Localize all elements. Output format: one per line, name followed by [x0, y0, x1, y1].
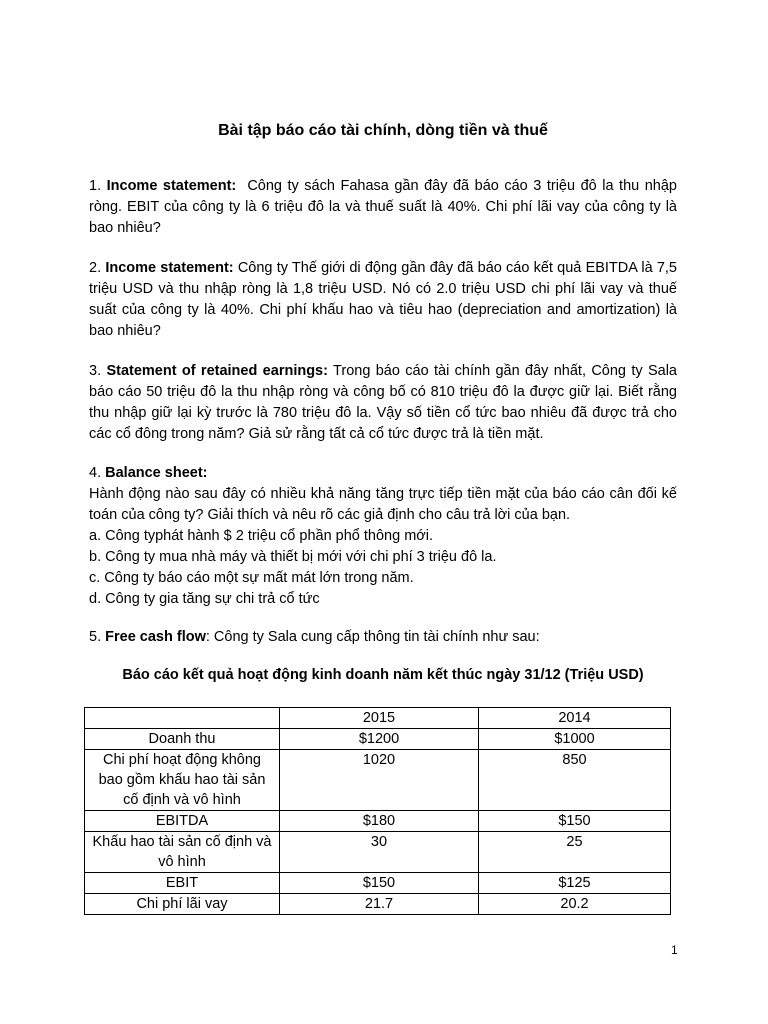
question-1-number: 1. [89, 178, 102, 194]
table-row [85, 750, 671, 811]
table-row [85, 811, 671, 832]
table-row-label: EBIT [85, 873, 280, 894]
question-4-option-d: d. Công ty gia tăng sự chi trả cổ tức [89, 591, 320, 607]
question-1-heading: Income statement: [106, 178, 237, 194]
question-3 [89, 361, 677, 445]
question-1-text: Công ty sách Fahasa gần đây đã báo cáo 3 triệu đô la thu nhập ròng. EBIT của công ty là 6 triệu đô la và thuế suất là 40%. Chi phí lãi vay của công ty là bao nhiêu? [89, 178, 677, 236]
question-1 [89, 176, 677, 239]
question-4-heading: Balance sheet: [105, 465, 208, 481]
question-3-number: 3. [89, 363, 102, 379]
table-row [85, 894, 671, 915]
table-header-cell [85, 708, 280, 729]
table-row [85, 873, 671, 894]
question-2-heading: Income statement: [105, 260, 234, 276]
table-title: Báo cáo kết quả hoạt động kinh doanh năm kết thúc ngày 31/12 (Triệu USD) [122, 667, 644, 683]
table-cell: $1200 [280, 729, 479, 750]
table-row-label: Doanh thu [85, 729, 280, 750]
table-row [85, 729, 671, 750]
table-cell: $150 [479, 811, 671, 832]
question-5-text: : Công ty Sala cung cấp thông tin tài chính như sau: [205, 629, 540, 645]
table-row [85, 832, 671, 873]
question-3-heading: Statement of retained earnings: [106, 363, 328, 379]
table-header-cell: 2015 [280, 708, 479, 729]
question-5-heading: Free cash flow [105, 629, 206, 645]
table-row-label: Chi phí hoạt động không bao gồm khấu hao tài sản cố định và vô hình [85, 750, 280, 811]
table-header-cell: 2014 [479, 708, 671, 729]
table-cell: 1020 [280, 750, 479, 811]
question-2-number: 2. [89, 260, 102, 276]
table-header-row [85, 708, 671, 729]
question-2-text: Công ty Thế giới di động gần đây đã báo cáo kết quả EBITDA là 7,5 triệu USD và thu nhập ròng là 1,8 triệu USD. Nó có 2.0 triệu USD chi phí lãi vay và thuế suất của công ty là 40%. Chi phí khấu hao và tiêu hao (depreciation and amortization) là bao nhiêu? [89, 260, 677, 339]
document-title: Bài tập báo cáo tài chính, dòng tiền và thuế [218, 122, 548, 139]
financial-table [84, 707, 671, 915]
question-4 [89, 463, 677, 610]
table-cell: $180 [280, 811, 479, 832]
question-4-option-c: c. Công ty báo cáo một sự mất mát lớn trong năm. [89, 570, 414, 586]
table-cell: 850 [479, 750, 671, 811]
table-cell: 21.7 [280, 894, 479, 915]
question-5 [89, 627, 677, 648]
table-row-label: EBITDA [85, 811, 280, 832]
table-cell: $150 [280, 873, 479, 894]
page-number: 1 [671, 943, 678, 957]
table-cell: $1000 [479, 729, 671, 750]
table-cell: 30 [280, 832, 479, 873]
table-cell: 20.2 [479, 894, 671, 915]
table-row-label: Khấu hao tài sản cố định và vô hình [85, 832, 280, 873]
question-2 [89, 258, 677, 342]
question-4-number: 4. [89, 465, 102, 481]
question-4-option-b: b. Công ty mua nhà máy và thiết bị mới với chi phí 3 triệu đô la. [89, 549, 497, 565]
question-4-option-a: a. Công typhát hành $ 2 triệu cổ phần phổ thông mới. [89, 528, 434, 544]
table-row-label: Chi phí lãi vay [85, 894, 280, 915]
table-cell: $125 [479, 873, 671, 894]
question-3-text: Trong báo cáo tài chính gần đây nhất, Công ty Sala báo cáo 50 triệu đô la thu nhập ròng và công bố có 810 triệu đô la được giữ lại. Biết rằng thu nhập giữ lại kỳ trước là 780 triệu đô la. Vậy số tiền cổ tức bao nhiêu đã được trả cho các cổ đông trong năm? Giả sử rằng tất cả cổ tức được trả là tiền mặt. [89, 363, 677, 442]
question-5-number: 5. [89, 629, 102, 645]
question-4-text: Hành động nào sau đây có nhiều khả năng tăng trực tiếp tiền mặt của báo cáo cân đối kế toán của công ty? Giải thích và nêu rõ các giả định cho câu trả lời của bạn. [89, 486, 677, 523]
table-cell: 25 [479, 832, 671, 873]
